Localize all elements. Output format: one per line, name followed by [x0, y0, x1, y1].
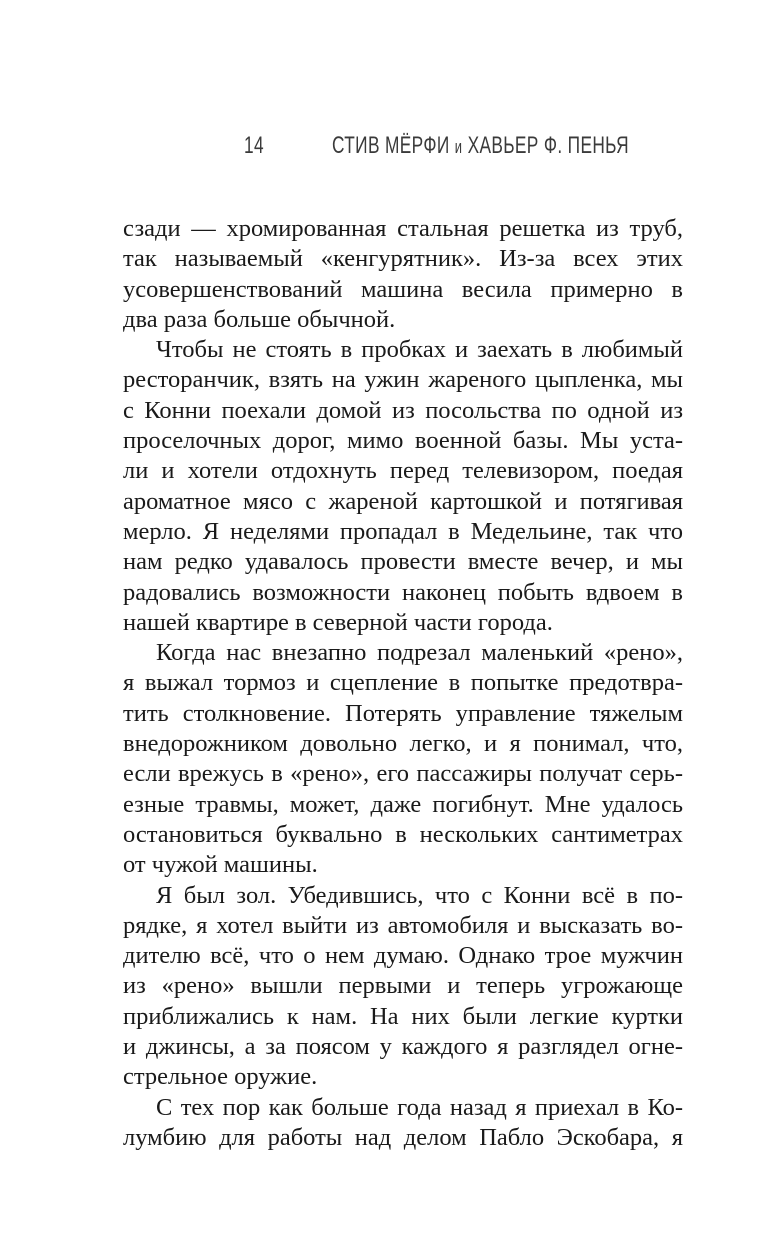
- author-name-1: СТИВ МЁРФИ: [332, 132, 450, 159]
- text-line: Я был зол. Убедившись, что с Конни всё в по-: [156, 881, 683, 909]
- text-line: ароматное мясо с жареной картошкой и потягивая: [123, 487, 683, 515]
- author-conjunction: и: [454, 137, 463, 157]
- body-text: [123, 214, 683, 1153]
- text-line: нашей квартире в северной части города.: [123, 608, 553, 636]
- page-number: 14: [244, 132, 264, 159]
- text-line: так называемый «кенгурятник». Из-за всех этих: [123, 245, 683, 273]
- text-line: езные травмы, может, даже погибнут. Мне удалось: [123, 790, 683, 818]
- text-line: нам редко удавалось провести вместе вечер, и мы: [123, 548, 683, 576]
- text-line: тить столкновение. Потерять управление тяжелым: [123, 699, 683, 727]
- text-line: ресторанчик, взять на ужин жареного цыпленка, мы: [123, 366, 683, 394]
- text-line: внедорожником довольно легко, и я понимал, что,: [123, 730, 683, 758]
- text-line: от чужой машины.: [123, 851, 318, 879]
- text-line: дителю всё, что о нем думаю. Однако трое мужчин: [123, 942, 683, 970]
- text-line: лумбию для работы над делом Пабло Эскобара, я: [123, 1123, 683, 1151]
- book-authors: [332, 132, 629, 160]
- text-line: Чтобы не стоять в пробках и заехать в любимый: [156, 336, 683, 364]
- text-line: из «рено» вышли первыми и теперь угрожающе: [123, 972, 683, 1000]
- text-line: Когда нас внезапно подрезал маленький «рено»,: [156, 639, 683, 667]
- text-line: если врежусь в «рено», его пассажиры получат серь-: [123, 760, 683, 788]
- text-line: я выжал тормоз и сцепление в попытке предотвра-: [123, 669, 683, 697]
- text-line: стрельное оружие.: [123, 1063, 318, 1091]
- text-line: мерло. Я неделями пропадал в Медельине, так что: [123, 517, 683, 545]
- text-line: и джинсы, а за поясом у каждого я разглядел огне-: [123, 1033, 683, 1061]
- text-line: проселочных дорог, мимо военной базы. Мы уста-: [123, 427, 683, 455]
- text-line: радовались возможности наконец побыть вдвоем в: [123, 578, 683, 606]
- text-line: сзади — хромированная стальная решетка из труб,: [123, 215, 683, 242]
- text-line: рядке, я хотел выйти из автомобиля и высказать во-: [123, 911, 683, 939]
- author-name-2: ХАВЬЕР Ф. ПЕНЬЯ: [467, 132, 629, 159]
- text-line: усовершенствований машина весила примерно в: [123, 275, 683, 303]
- running-head: [0, 132, 768, 166]
- text-line: два раза больше обычной.: [123, 305, 396, 333]
- text-line: приближались к нам. На них были легкие куртки: [123, 1002, 683, 1030]
- text-line: ли и хотели отдохнуть перед телевизором, поедая: [123, 457, 683, 485]
- text-line: остановиться буквально в нескольких сантиметрах: [123, 820, 683, 848]
- text-line: С тех пор как больше года назад я приехал в Ко-: [156, 1093, 683, 1121]
- text-line: с Конни поехали домой из посольства по одной из: [123, 396, 683, 424]
